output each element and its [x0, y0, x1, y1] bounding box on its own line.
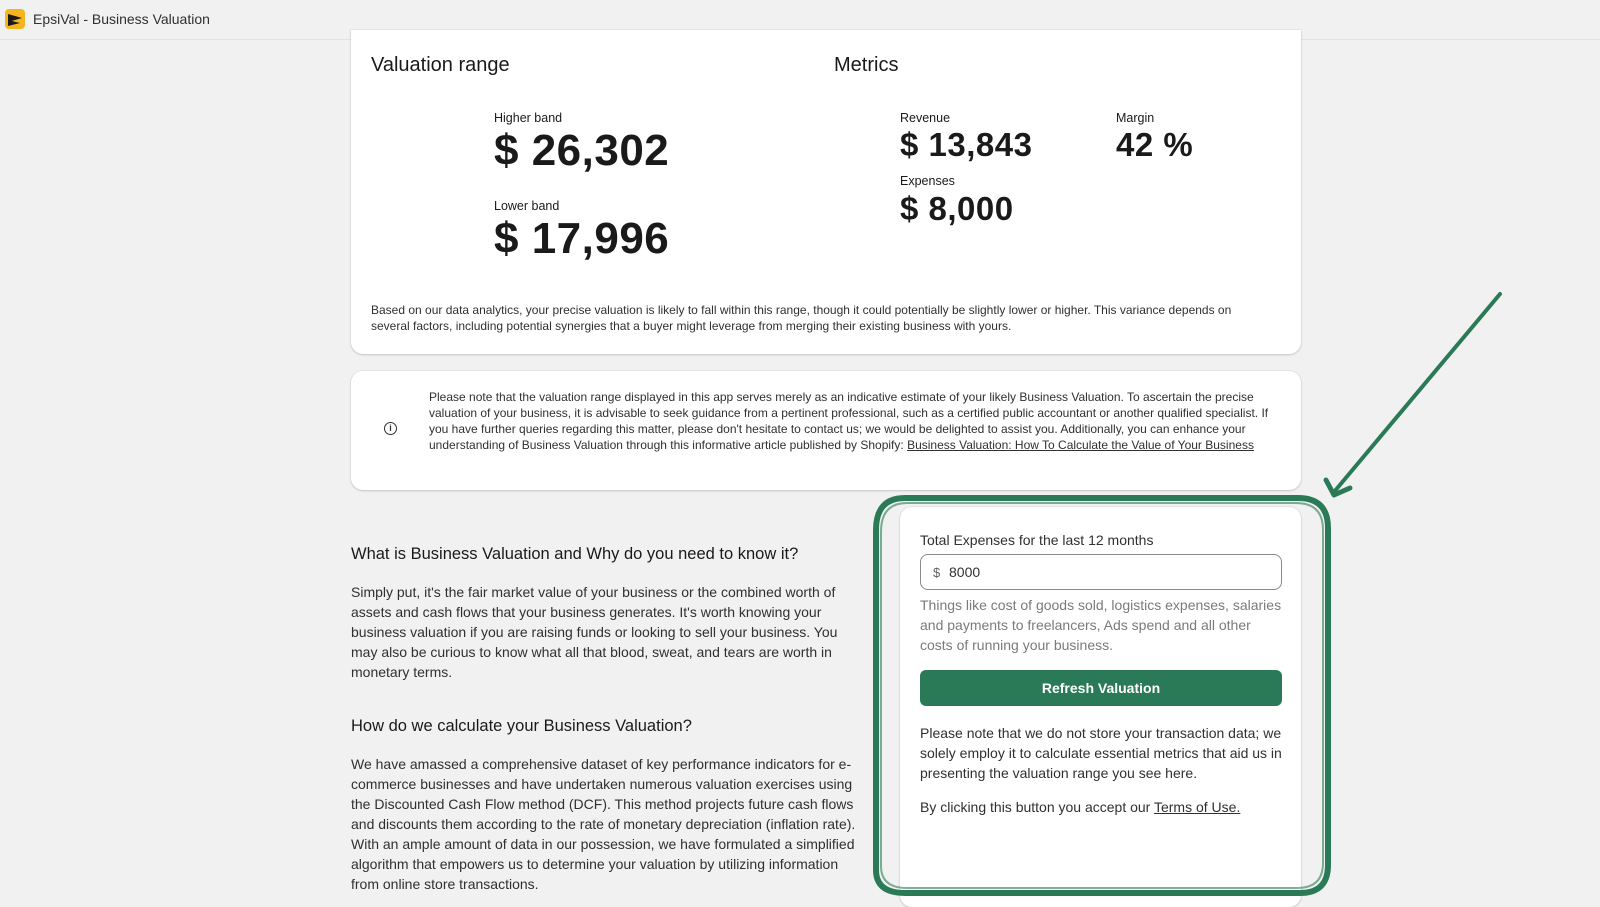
faq-answer-2-line: from online store transactions.: [351, 876, 539, 892]
info-banner: [351, 371, 1301, 490]
expenses-help-text: Things like cost of goods sold, logistics expenses, salaries and payments to freelancers, Ads spend and all other costs of running your business.: [920, 597, 1282, 653]
info-body: Please note that the valuation range displayed in this app serves merely as an indicative estimate of your likely Business Valuation. To ascertain the precise valuation of your business, it is advisable to seek guidance from a pertinent professional, such as a certified public accountant or another qualified specialist. If you have further queries regarding this matter, please don't hesitate to contact us; we would be delighted to assist you. Additionally, you can enhance your understanding of Business Valuation through this informative article published by Shopify:: [429, 390, 1269, 452]
annotation-arrow-icon: [1334, 294, 1500, 492]
terms-note: [920, 799, 1240, 815]
shopify-article-link[interactable]: Business Valuation: How To Calculate the Value of Your Business: [907, 438, 1254, 452]
higher-band-label: Higher band: [494, 111, 563, 125]
faq-answer-1: [351, 582, 837, 682]
app-logo-icon: [5, 9, 25, 29]
valuation-card: [351, 30, 1301, 354]
info-icon: i: [384, 422, 397, 435]
valuation-range-title: Valuation range: [371, 54, 510, 76]
faq-answer-2-line: commerce businesses and have undertaken numerous valuation exercises using: [351, 776, 853, 792]
faq-answer-2-line: and discounts them according to the rate of monetary depreciation (inflation rate).: [351, 816, 856, 832]
info-text: [429, 389, 1281, 453]
faq-answer-2: [351, 754, 871, 894]
terms-prefix: By clicking this button you accept our: [920, 799, 1154, 815]
faq-answer-2-line: With an ample amount of data in our possession, we have formulated a simplified: [351, 836, 855, 852]
valuation-note: Based on our data analytics, your precise valuation is likely to fall within this range, though it could potentially be slightly lower or higher. This variance depends on several factors, including potential synergies that a buyer might leverage from merging their existing business with yours.: [371, 303, 1232, 333]
faq-answer-1-line: Simply put, it's the fair market value of your business or the combined worth of: [351, 584, 836, 600]
app-title: EpsiVal - Business Valuation: [33, 11, 210, 27]
metrics-title: Metrics: [834, 54, 899, 76]
faq-question-2: How do we calculate your Business Valuation?: [351, 717, 692, 735]
revenue-value: $ 13,843: [900, 126, 1033, 163]
expenses-value: $ 8,000: [900, 190, 1014, 227]
higher-band-value: $ 26,302: [494, 126, 670, 175]
faq-answer-1-line: business valuation if you are raising funds or looking to sell your business. You: [351, 624, 838, 640]
faq-answer-2-line: the Discounted Cash Flow method (DCF). This method projects future cash flows: [351, 796, 854, 812]
faq-answer-2-line: algorithm that empowers us to determine your valuation by utilizing information: [351, 856, 839, 872]
revenue-label: Revenue: [900, 111, 951, 125]
faq-answer-1-line: assets and cash flows that your business generates. It's worth knowing your: [351, 604, 822, 620]
currency-prefix: $: [933, 565, 941, 580]
total-expenses-input[interactable]: [949, 556, 1269, 588]
privacy-note: Please note that we do not store your transaction data; we solely employ it to calculate essential metrics that aid us in presenting the valuation range you see here.: [920, 725, 1282, 781]
faq-question-1: What is Business Valuation and Why do you need to know it?: [351, 545, 799, 563]
faq-answer-1-line: monetary terms.: [351, 664, 453, 680]
faq-answer-2-line: We have amassed a comprehensive dataset of key performance indicators for e-: [351, 756, 852, 772]
margin-value: 42 %: [1116, 126, 1194, 163]
lower-band-value: $ 17,996: [494, 214, 670, 263]
total-expenses-label: Total Expenses for the last 12 months: [920, 532, 1154, 548]
total-expenses-input-box[interactable]: [920, 554, 1282, 590]
annotation-arrowhead-icon: [1326, 480, 1350, 495]
faq-answer-1-line: may also be curious to know what all that blood, sweat, and tears are worth in: [351, 644, 832, 660]
expenses-label: Expenses: [900, 174, 955, 188]
refresh-valuation-button[interactable]: Refresh Valuation: [920, 670, 1282, 706]
lower-band-label: Lower band: [494, 199, 560, 213]
terms-of-use-link[interactable]: Terms of Use.: [1153, 799, 1241, 815]
expenses-form-card: [900, 507, 1301, 907]
margin-label: Margin: [1116, 111, 1155, 125]
